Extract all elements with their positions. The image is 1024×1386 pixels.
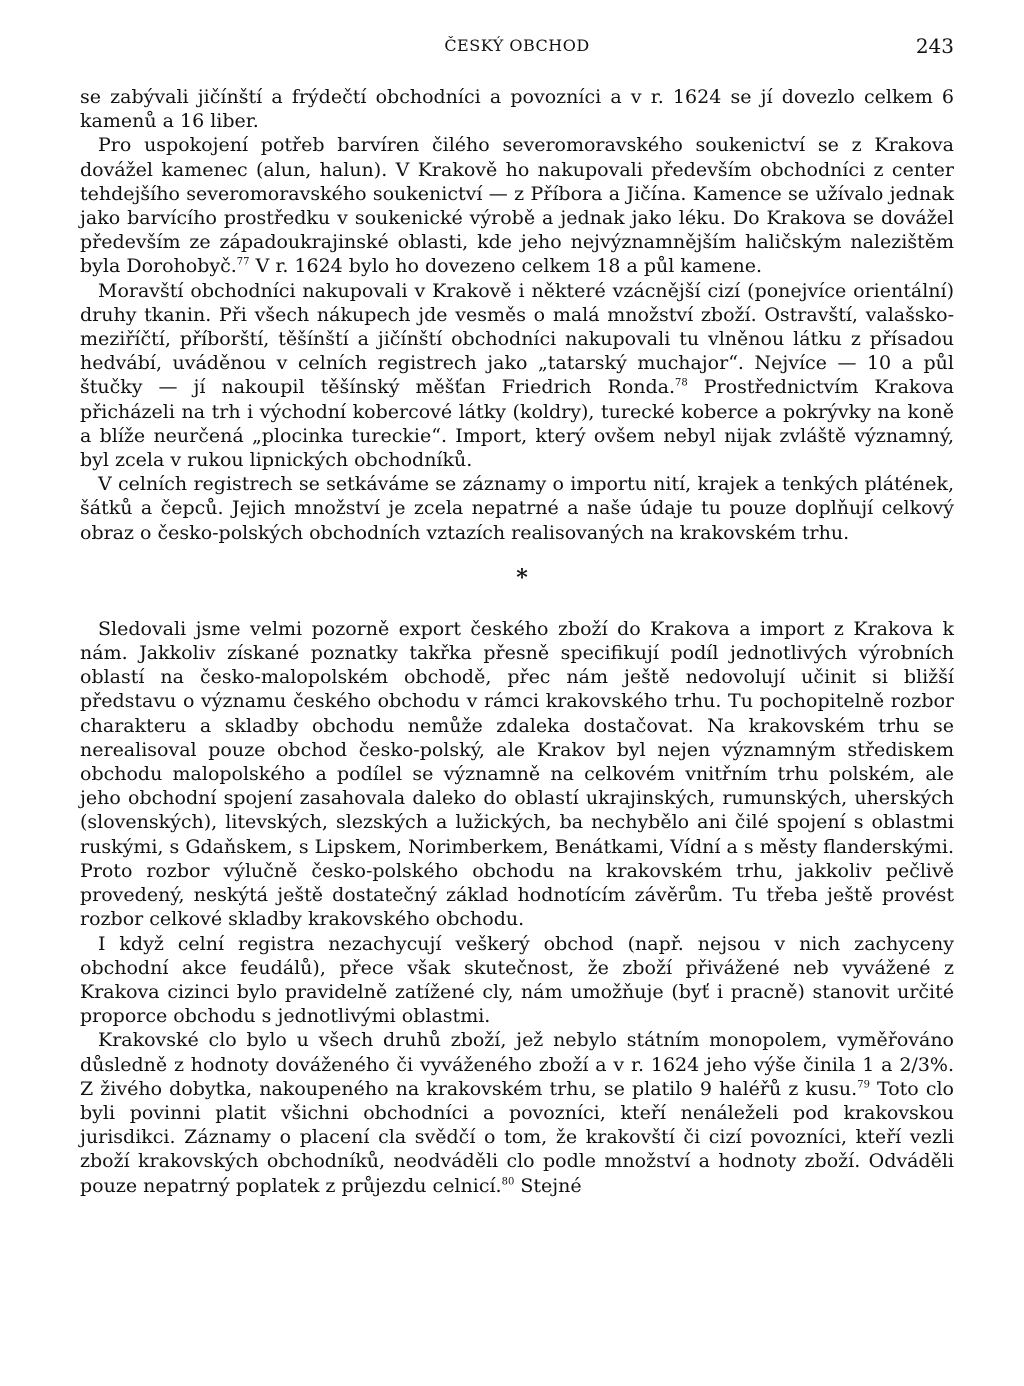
running-title: ČESKÝ OBCHOD: [444, 36, 590, 55]
paragraph-text: Sledovali jsme velmi pozorně export českého zboží do Krakova a import z Krakova k nám. Jakkoliv získané poznatky takřka přesně specifikují podíl jednotlivých výrobních oblastí na česko-malopolském obchodě, přec nám ještě nedovolují učinit si bližší představu o významu českého obchodu v rámci krakovského trhu. Tu pochopitelně rozbor charakteru a skladby obchodu nemůže zdaleka dostačovat. Na krakovském trhu se nerealisoval pouze obchod česko-polský, ale Krakov byl nejen významným střediskem obchodu malopolského a podílel se významně na celkovém vnitřním trhu polském, ale jeho obchodní spojení zasahovala daleko do oblastí ukrajinských, rumunských, uherských (slovenských), litevských, slezských a lužických, ba nechybělo ani čilé spojení s oblastmi ruskými, s Gdaňskem, s Lipskem, Norimberkem, Benátkami, Vídní a s městy flanderskými. Proto rozbor výlučně česko-polského obchodu na krakovském trhu, jakkoliv pečlivě provedený, neskýtá ještě dostatečný základ hodnotícím závěrům. Tu třeba ještě provést rozbor celkové skladby krakovského obchodu.: [80, 617, 954, 931]
footnote-ref-77: 77: [236, 257, 250, 269]
paragraph-7: [80, 1028, 954, 1197]
paragraph-5: [80, 617, 954, 932]
body-text: [80, 85, 954, 1198]
paragraph-text: Moravští obchodníci nakupovali v Krakově i některé vzácnější cizí (ponejvíce orientální) druhy tkanin. Při všech nákupech jde vesměs o malá množství zboží. Ostravští, valašsko-meziříčtí, příborští, těšínští a jičínští obchodníci nakupovali tu vlněnou látku z přísadou hedvábí, uváděnou v celních registrech jako „tatarský muchajor“. Nejvíce — 10 a půl štučky — jí nakoupil těšínský měšťan Friedrich Ronda.: [80, 279, 954, 399]
paragraph-text-cont: Toto clo byli povinni platit všichni obchodníci a povozníci, kteří nenáleželi pod krakovskou jurisdikci. Záznamy o placení cla svědčí o tom, že krakovští či cizí povozníci, kteří vezli zboží krakovských obchodníků, neodváděli clo podle množství a hodnoty zboží. Odváděli pouze nepatrný poplatek z průjezdu celnicí.: [80, 1077, 954, 1197]
paragraph-1: [80, 85, 954, 133]
paragraph-text: Krakovské clo bylo u všech druhů zboží, jež nebylo státním monopolem, vyměřováno důsledně z hodnoty dováženého či vyváženého zboží a v r. 1624 jeho výše činila 1 a: [80, 1029, 954, 1076]
paragraph-text-cont: Stejné: [514, 1174, 582, 1197]
book-page: [80, 0, 954, 1386]
paragraph-text: I když celní registra nezachycují veškerý obchod (např. nejsou v nich zachyceny obchodní akce feudálů), přece však skutečnost, že zboží přivážené neb vyvážené z Krakova cizinci bylo pravidelně zatížené cly, nám umožňuje (byť i pracně) stanovit určité proporce obchodu s jednotlivými oblastmi.: [80, 932, 954, 1028]
page-number: 243: [915, 34, 954, 58]
paragraph-text: se zabývali jičínští a frýdečtí obchodníci a povozníci a v r. 1624 se jí dovezlo celkem 6 kamenů a 16 liber.: [80, 86, 954, 133]
paragraph-text: Pro uspokojení potřeb barvíren čilého severomoravského soukenictví se z Krakova dovážel kamenec (alun, halun). V Krakově ho nakupovali především obchodníci z center tehdejšího severomoravského soukenictví — z Příbora a Jičína. Kamence se užívalo jednak jako barvícího prostředku v soukenické výrobě a jednak jako léku. Do Krakova se dovážel především ze západoukrajinské oblasti, kde jeho nejvýznamnějším haličským nalezištěm byla Dorohobyč.: [80, 134, 954, 278]
paragraph-2: [80, 133, 954, 278]
paragraph-text-cont: Prostřednictvím Krakova přicházeli na trh i východní kobercové látky (koldry), turecké koberce a pokrývky na koně a blíže neurčená „plocinka tureckie“. Import, který ovšem nebyl nijak zvláště významný, byl zcela v rukou lipnických obchodníků.: [80, 376, 954, 472]
paragraph-text: V celních registrech se setkáváme se záznamy o importu nití, krajek a tenkých plátének, šátků a čepců. Jejich množství je zcela nepatrné a naše údaje tu pouze doplňují celkový obraz o česko-polských obchodních vztazích realisovaných na krakovském trhu.: [80, 473, 954, 544]
footnote-ref-79: 79: [857, 1079, 870, 1091]
footnote-ref-78: 78: [675, 378, 688, 390]
fraction-two-thirds: 2/3: [899, 1053, 930, 1076]
paragraph-text-cont: V r. 1624 bylo ho dovezeno celkem 18 a půl kamene.: [249, 255, 763, 278]
paragraph-4: [80, 472, 954, 545]
running-head: [80, 34, 954, 58]
paragraph-text-cont: %. Z živého dobytka, nakoupeného na krakovském trhu, se platilo 9 haléřů z kusu.: [80, 1053, 954, 1100]
paragraph-6: [80, 932, 954, 1029]
footnote-ref-80: 80: [501, 1176, 515, 1188]
section-separator-asterisk: *: [516, 564, 528, 591]
paragraph-3: [80, 279, 954, 473]
